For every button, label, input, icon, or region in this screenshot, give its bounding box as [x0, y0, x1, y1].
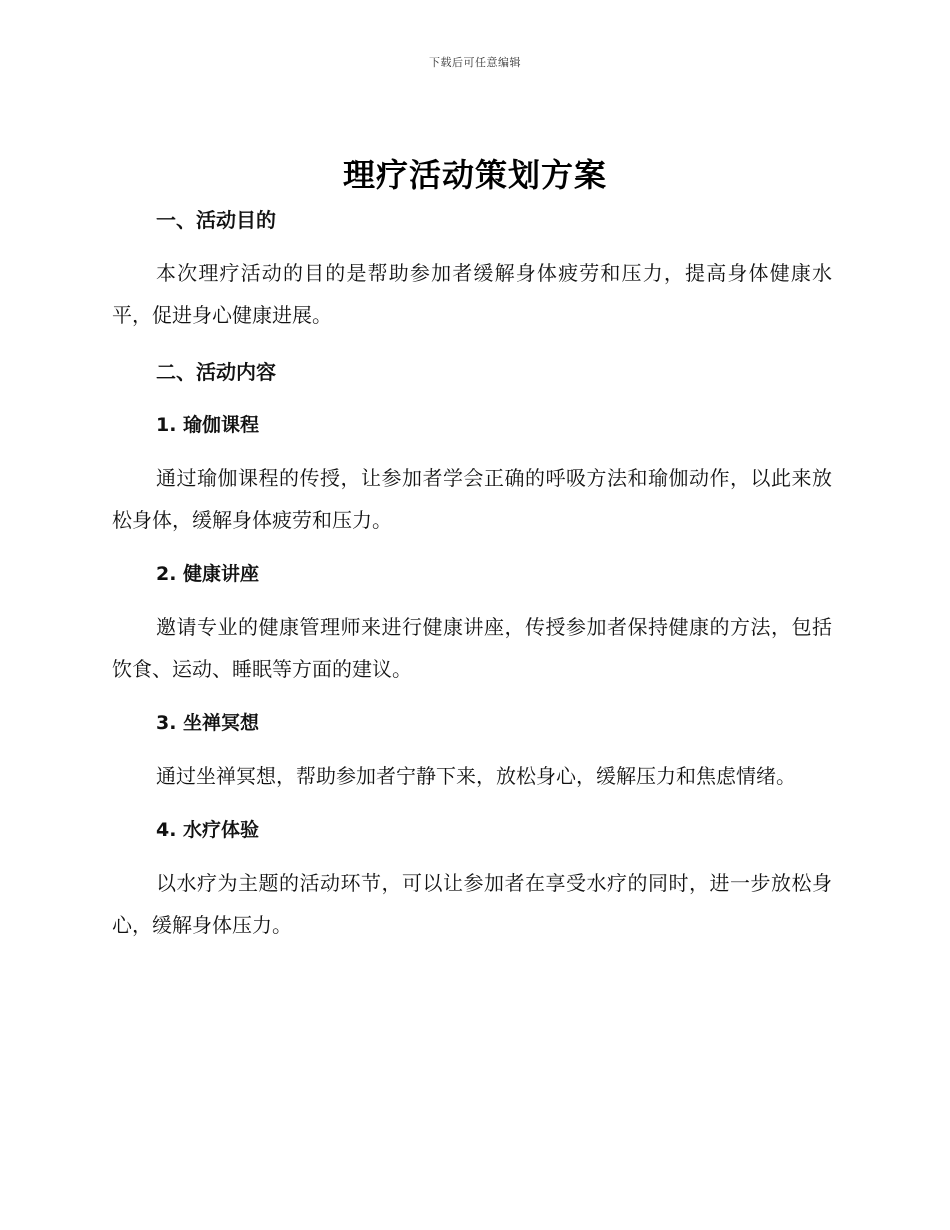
document-body [112, 203, 832, 946]
header-note: 下载后可任意编辑 [429, 56, 521, 69]
item-paragraph-hydrotherapy: 以水疗为主题的活动环节，可以让参加者在享受水疗的同时，进一步放松身心，缓解身体压力。 [112, 871, 832, 937]
item-heading-lecture: 2. 健康讲座 [156, 563, 260, 585]
item-heading-hydrotherapy: 4. 水疗体验 [156, 819, 260, 841]
document-title: 理疗活动策划方案 [342, 156, 607, 194]
section-heading-purpose: 一、活动目的 [156, 208, 276, 232]
section-heading-content: 二、活动内容 [156, 360, 276, 384]
item-paragraph-yoga: 通过瑜伽课程的传授，让参加者学会正确的呼吸方法和瑜伽动作，以此来放松身体，缓解身体疲劳和压力。 [112, 466, 832, 532]
item-heading-yoga: 1. 瑜伽课程 [156, 414, 260, 436]
item-paragraph-meditation: 通过坐禅冥想，帮助参加者宁静下来，放松身心，缓解压力和焦虑情绪。 [156, 764, 796, 788]
item-paragraph-lecture: 邀请专业的健康管理师来进行健康讲座，传授参加者保持健康的方法，包括饮食、运动、睡眠等方面的建议。 [112, 615, 832, 681]
item-heading-meditation: 3. 坐禅冥想 [156, 712, 260, 734]
section-paragraph-purpose: 本次理疗活动的目的是帮助参加者缓解身体疲劳和压力，提高身体健康水平，促进身心健康进展。 [112, 261, 832, 327]
